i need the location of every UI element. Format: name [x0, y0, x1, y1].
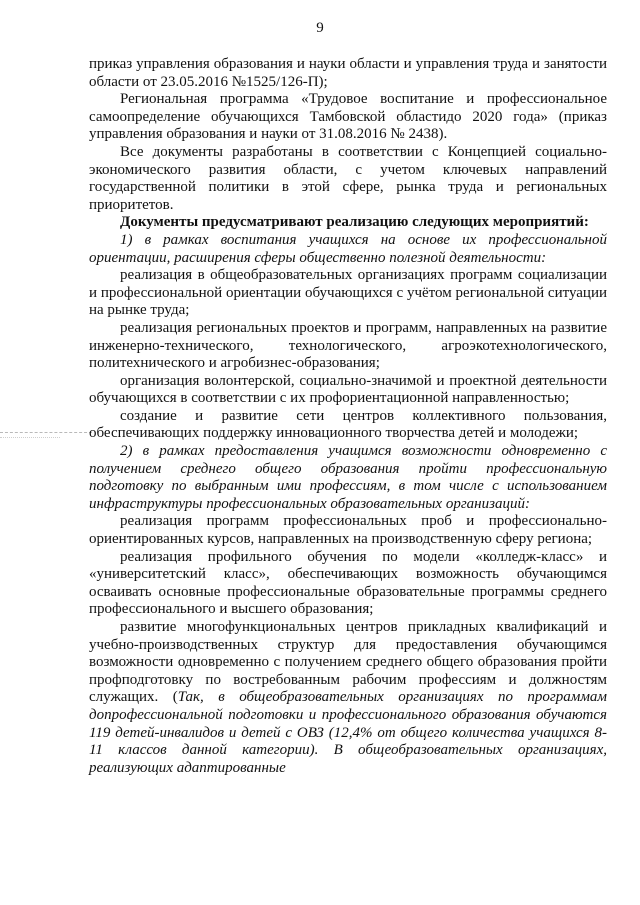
paragraph: реализация в общеобразовательных организациях программ социализации и профессиональной ориентации обучающихся с учётом региональной ситуации на рынке труда; [89, 267, 607, 319]
subsection-heading: 1) в рамках воспитания учащихся на основе их профессиональной ориентации, расширения сферы общественно полезной деятельности: [89, 231, 607, 266]
paragraph: реализация региональных проектов и программ, направленных на развитие инженерно-технического, технологического, агроэкотехнологического, политехнического и агробизнес-образования; [89, 319, 607, 372]
paragraph: создание и развитие сети центров коллективного пользования, обеспечивающих поддержку инновационного творчества детей и молодежи; [89, 407, 607, 442]
document-body [89, 56, 607, 777]
paragraph-text: развитие многофункциональных центров прикладных квалификаций и учебно-производственных структур для предоставления обучающимся возможности одновременно с получением среднего общего образования пройти профподготовку по востребованным рабочим профессиям и должностям служащих. ( [89, 619, 607, 706]
section-heading: Документы предусматривают реализацию следующих мероприятий: [120, 214, 589, 231]
subsection-heading: 2) в рамках предоставления учащимся возможности одновременно с получением среднего общего образования пройти профессиональную подготовку по выбранным ими профессиям, в том числе с использованием инфраструктуры профессиональных образовательных организаций: [89, 443, 607, 512]
paragraph: приказ управления образования и науки области и управления труда и занятости области от 23.05.2016 №1525/126-П); [89, 56, 607, 90]
paragraph: реализация программ профессиональных проб и профессионально-ориентированных курсов, направленных на производственную сферу региона; [89, 513, 607, 548]
paragraph-italic-text: Так, в общеобразовательных организациях по программам допрофессиональной подготовки и профессионального образования обучаются 119 детей-инвалидов и детей с ОВЗ (12,4% от общего количества учащихся 8-11 классов данной категории). В общеобразовательных организациях, реализующих адаптированные [89, 689, 607, 776]
scan-artifact-line [0, 432, 92, 433]
paragraph: организация волонтерской, социально-значимой и проектной деятельности обучающихся в соответствии с их профориентационной направленностью; [89, 372, 607, 407]
paragraph: реализация профильного обучения по модели «колледж-класс» и «университетский класс», обеспечивающих возможность обучающимся осваивать основные профессиональные образовательные программы среднего профессионального и высшего образования; [89, 548, 607, 618]
paragraph [89, 619, 607, 777]
paragraph: Все документы разработаны в соответствии с Концепцией социально-экономического развития области, с учетом ключевых направлений государственной политики в этой сфере, рынка труда и региональных приоритетов. [89, 143, 607, 213]
paragraph: Региональная программа «Трудовое воспитание и профессиональное самоопределение обучающихся Тамбовской областидо 2020 года» (приказ управления образования и науки от 31.08.2016 № 2438). [89, 91, 607, 143]
page-number: 9 [316, 20, 324, 36]
scan-artifact-line [0, 437, 60, 438]
